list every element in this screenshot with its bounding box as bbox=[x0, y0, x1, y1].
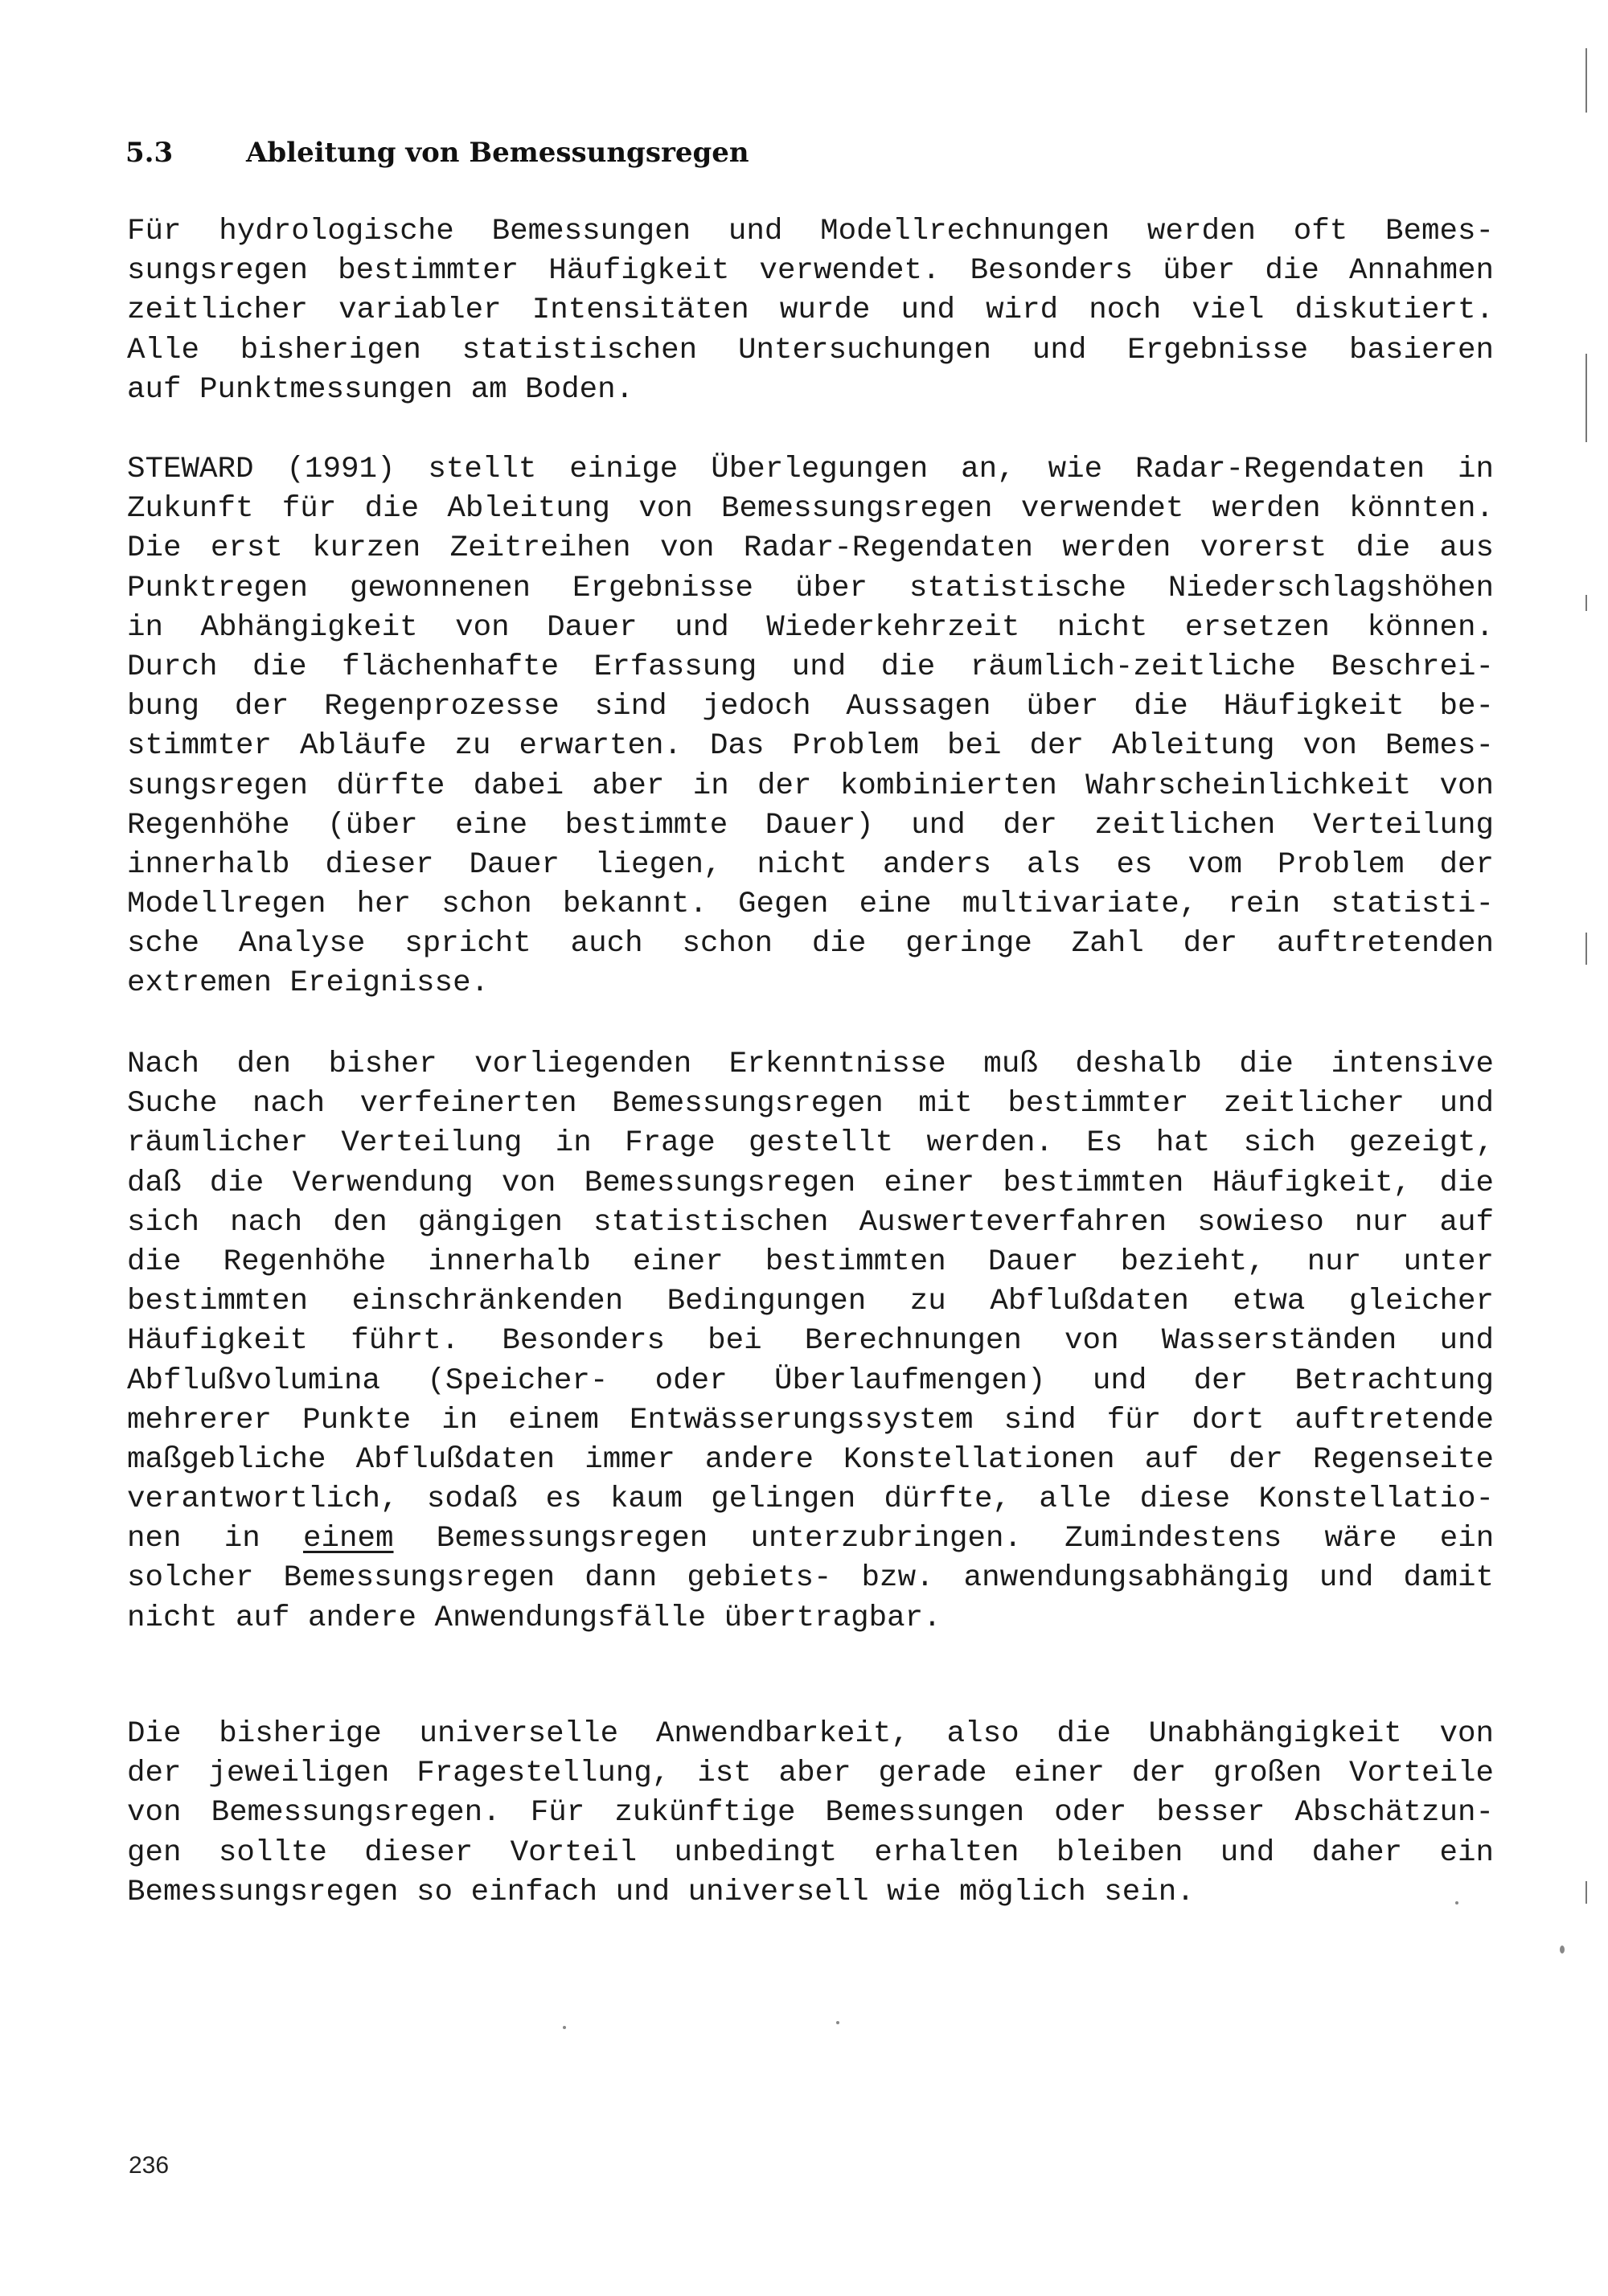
paragraph-3 bbox=[127, 1045, 1494, 1638]
scan-speck bbox=[563, 2026, 566, 2029]
text-line: Alle bisherigen statistischen Untersuchungen und Ergebnisse basieren bbox=[127, 333, 1494, 367]
text-line: extremen Ereignisse. bbox=[127, 966, 490, 1001]
text-line-with-emphasis bbox=[127, 1519, 1494, 1559]
text-line: Für hydrologische Bemessungen und Modellrechnungen werden oft Bemes- bbox=[127, 215, 1494, 248]
text-line: Zukunft für die Ableitung von Bemessungsregen verwendet werden könnten. bbox=[127, 492, 1494, 527]
scan-speck bbox=[1455, 1901, 1458, 1904]
text-line: gen sollte dieser Vorteil unbedingt erhalten bleiben und daher ein bbox=[127, 1835, 1494, 1870]
line-text-before: nen in bbox=[127, 1522, 303, 1556]
section-heading bbox=[125, 135, 749, 170]
scan-speck bbox=[1560, 1945, 1565, 1954]
text-line: sche Analyse spricht auch schon die geringe Zahl der auftretenden bbox=[127, 927, 1494, 961]
text-line: innerhalb dieser Dauer liegen, nicht anders als es vom Problem der bbox=[127, 847, 1494, 882]
text-line: bung der Regenprozesse sind jedoch Aussagen über die Häufigkeit be- bbox=[127, 690, 1494, 724]
text-line: von Bemessungsregen. Für zukünftige Bemessungen oder besser Abschätzun- bbox=[127, 1796, 1494, 1831]
scan-speck bbox=[836, 2021, 839, 2024]
text-line: verantwortlich, sodaß es kaum gelingen dürfte, alle diese Konstellatio- bbox=[127, 1482, 1494, 1517]
text-line: Suche nach verfeinerten Bemessungsregen mit bestimmter zeitlicher und bbox=[127, 1087, 1494, 1121]
scan-edge-mark bbox=[1585, 933, 1587, 965]
text-line: in Abhängigkeit von Dauer und Wiederkehrzeit nicht ersetzen können. bbox=[127, 610, 1494, 645]
text-line: STEWARD (1991) stellt einige Überlegungen an, wie Radar-Regendaten in bbox=[127, 453, 1494, 486]
text-line: zeitlicher variabler Intensitäten wurde und wird noch viel diskutiert. bbox=[127, 293, 1494, 328]
section-number: 5.3 bbox=[125, 137, 174, 169]
text-line: räumlicher Verteilung in Frage gestellt werden. Es hat sich gezeigt, bbox=[127, 1126, 1494, 1161]
scan-edge-mark bbox=[1585, 48, 1587, 113]
scan-edge-mark bbox=[1585, 354, 1587, 442]
text-line: sich nach den gängigen statistischen Auswerteverfahren sowieso nur auf bbox=[127, 1205, 1494, 1240]
text-line: Häufigkeit führt. Besonders bei Berechnungen von Wasserständen und bbox=[127, 1324, 1494, 1359]
text-line: Punktregen gewonnenen Ergebnisse über statistische Niederschlagshöhen bbox=[127, 571, 1494, 605]
text-line: bestimmten einschränkenden Bedingungen zu Abflußdaten etwa gleicher bbox=[127, 1285, 1494, 1319]
text-line: daß die Verwendung von Bemessungsregen einer bestimmten Häufigkeit, die bbox=[127, 1166, 1494, 1200]
text-line: nicht auf andere Anwendungsfälle übertragbar. bbox=[127, 1601, 941, 1635]
underlined-word: einem bbox=[302, 1522, 394, 1556]
scan-edge-mark bbox=[1585, 595, 1587, 611]
section-title: Ableitung von Bemessungsregen bbox=[246, 137, 749, 169]
text-line: Nach den bisher vorliegenden Erkenntnisse muß deshalb die intensive bbox=[127, 1048, 1494, 1081]
paragraph-2 bbox=[127, 450, 1494, 1004]
text-line: die Regenhöhe innerhalb einer bestimmten Dauer bezieht, nur unter bbox=[127, 1244, 1494, 1279]
text-line: Die erst kurzen Zeitreihen von Radar-Regendaten werden vorerst die aus bbox=[127, 531, 1494, 566]
text-line: Abflußvolumina (Speicher- oder Überlaufmengen) und der Betrachtung bbox=[127, 1363, 1494, 1398]
text-line: auf Punktmessungen am Boden. bbox=[127, 372, 634, 407]
text-line: stimmter Abläufe zu erwarten. Das Problem bei der Ableitung von Bemes- bbox=[127, 729, 1494, 764]
paragraph-4 bbox=[127, 1715, 1494, 1913]
text-line: maßgebliche Abflußdaten immer andere Konstellationen auf der Regenseite bbox=[127, 1442, 1494, 1477]
scan-edge-mark bbox=[1585, 1881, 1587, 1904]
line-text-after: Bemessungsregen unterzubringen. Zumindestens wäre ein bbox=[393, 1522, 1494, 1556]
text-line: Regenhöhe (über eine bestimmte Dauer) und der zeitlichen Verteilung bbox=[127, 808, 1494, 843]
text-line: sungsregen bestimmter Häufigkeit verwendet. Besonders über die Annahmen bbox=[127, 254, 1494, 289]
text-line: sungsregen dürfte dabei aber in der kombinierten Wahrscheinlichkeit von bbox=[127, 769, 1494, 803]
text-line: der jeweiligen Fragestellung, ist aber gerade einer der großen Vorteile bbox=[127, 1757, 1494, 1791]
text-line: Die bisherige universelle Anwendbarkeit, also die Unabhängigkeit von bbox=[127, 1717, 1494, 1751]
page-number: 236 bbox=[129, 2152, 170, 2179]
text-line: Modellregen her schon bekannt. Gegen eine multivariate, rein statisti- bbox=[127, 888, 1494, 922]
text-line: Durch die flächenhafte Erfassung und die räumlich-zeitliche Beschrei- bbox=[127, 650, 1494, 684]
text-line: solcher Bemessungsregen dann gebiets- bzw. anwendungsabhängig und damit bbox=[127, 1561, 1494, 1596]
text-line: mehrerer Punkte in einem Entwässerungssystem sind für dort auftretende bbox=[127, 1403, 1494, 1437]
paragraph-1 bbox=[127, 212, 1494, 410]
text-line: Bemessungsregen so einfach und universell wie möglich sein. bbox=[127, 1875, 1195, 1909]
